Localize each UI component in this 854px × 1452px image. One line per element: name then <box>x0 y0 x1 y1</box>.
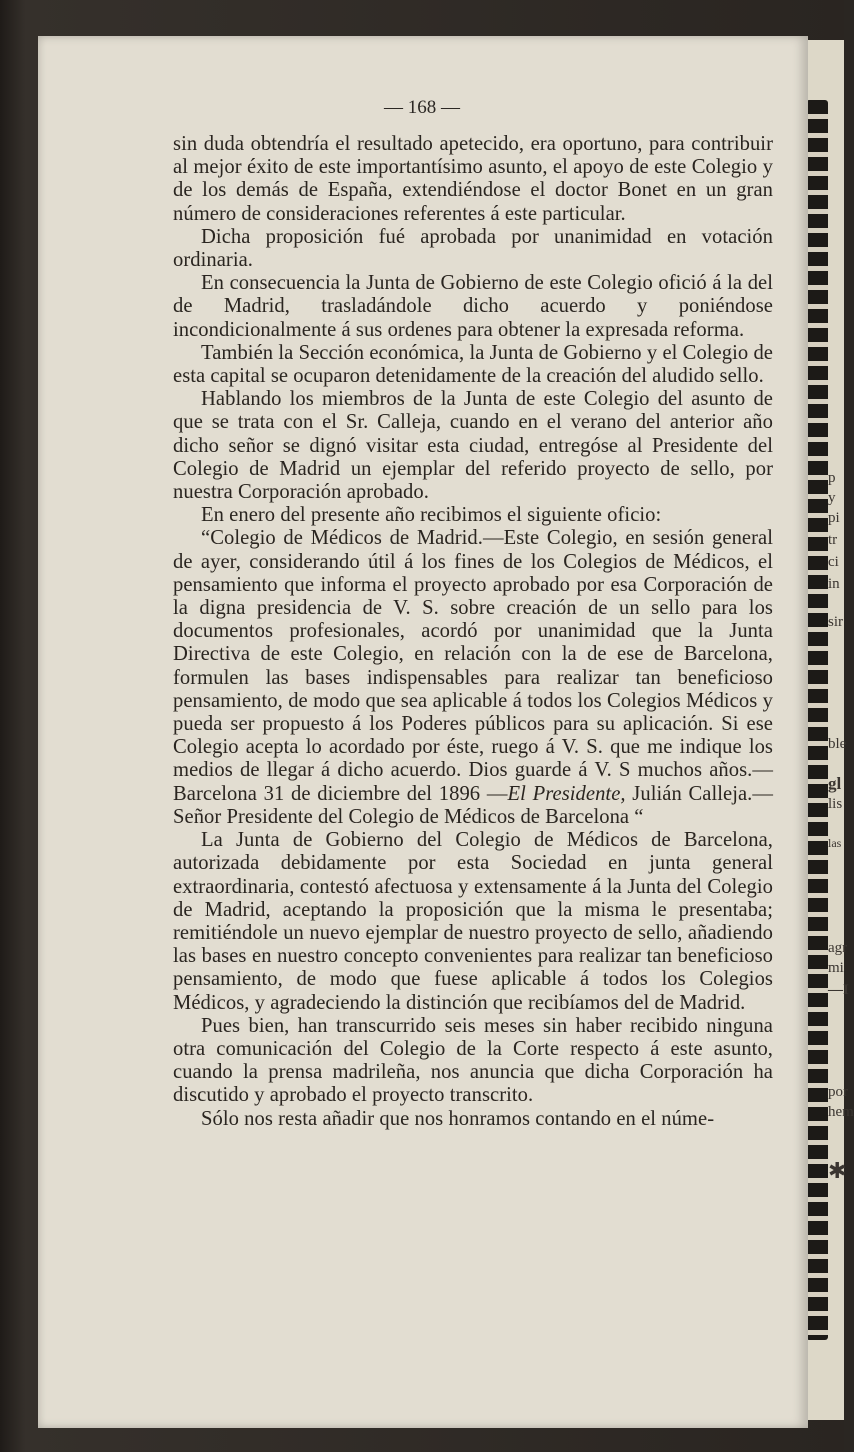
paragraph: También la Sección económica, la Junta de Gobierno y el Colegio de esta capital se ocuparon detenidamente de la creación del aludido sello. <box>173 341 773 388</box>
paragraph: Pues bien, han transcurrido seis meses sin haber recibido ninguna otra comunicación del Colegio de la Corte respecto á este asunto, cuando la prensa madrileña, nos anuncia que dicha Corporación ha discutido y aprobado el proyecto transcrito. <box>173 1014 773 1107</box>
paragraph: sin duda obtendría el resultado apetecido, era oportuno, para contribuir al mejor éxito de este importantísimo asunto, el apoyo de este Colegio y de los demás de España, extendiéndose el doctor Bonet en un gran número de consideraciones referentes á este particular. <box>173 133 773 225</box>
fragment: ✱ <box>828 1158 847 1183</box>
fragment: mi <box>828 960 844 976</box>
fragment: gl <box>828 774 842 793</box>
fragment: p <box>828 470 836 486</box>
body-text <box>173 133 773 1131</box>
fragment: agr <box>828 940 848 956</box>
fragment: hem <box>828 1104 854 1120</box>
fragment: por <box>828 1084 848 1100</box>
letter-closing: Julián Calleja.—Señor Presidente del Colegio de Médicos de Barcelona “ <box>173 782 774 828</box>
fragment: sir <box>828 614 843 630</box>
page-number: — 168 — <box>384 97 460 118</box>
fragment: in <box>828 576 840 592</box>
paragraph: En enero del presente año recibimos el siguiente oficio: <box>201 504 662 527</box>
fragment: ble <box>828 736 847 752</box>
fragment: ci <box>828 554 839 570</box>
fragment: lis <box>828 796 843 812</box>
quoted-letter <box>173 527 773 829</box>
paragraph: Hablando los miembros de la Junta de este Colegio del asunto de que se trata con el Sr. Calleja, cuando en el verano del anterior año dicho señor se dignó visitar esta ciudad, entregóse al Presidente del Colegio de Madrid un ejemplar del referido proyecto de sello, por nuestra Corporación aprobado. <box>173 388 773 504</box>
fragment: las <box>828 836 842 850</box>
paragraph: La Junta de Gobierno del Colegio de Médicos de Barcelona, autorizada debidamente por esta Sociedad en junta general extraordinaria, contestó afectuosa y extensamente á la Junta del Colegio de Madrid, aceptando la proposición que la misma le presentaba; remitiéndole un nuevo ejemplar de nuestro proyecto de sello, añadiendo las bases en nuestro concepto convenientes para realizar tan beneficioso pensamiento, de modo que fuese aplicable á todos los Colegios Médicos, y agradeciendo la distinción que recibíamos del de Madrid. <box>173 829 773 1014</box>
paragraph: Dicha proposición fué aprobada por unanimidad en votación ordinaria. <box>173 225 773 272</box>
fragment: —I <box>828 982 849 998</box>
fragment: pi <box>828 510 840 526</box>
letter-signature: El Presidente, <box>507 782 626 805</box>
fragment: y <box>828 490 836 506</box>
decorative-border <box>806 100 828 1340</box>
paragraph: En consecuencia la Junta de Gobierno de este Colegio ofició á la del de Madrid, trasladándole dicho acuerdo y poniéndose incondicionalmente á sus ordenes para obtener la expresada reforma. <box>173 272 773 341</box>
letter-text: “Colegio de Médicos de Madrid.—Este Colegio, en sesión general de ayer, considerando útil á los fines de los Colegios de Médicos, el pensamiento que informa el proyecto aprobado por esa Corporación de la digna presidencia de V. S. sobre creación de un sello para los documentos profesionales, acordó por unanimidad que la Junta Directiva de este Colegio, en relación con la de ese de Barcelona, formulen las bases indispensables para realizar tan beneficioso pensamiento, de modo que sea aplicable á todos los Colegios Médicos y pueda ser propuesto á los Poderes públicos para su aplicación. Si ese Colegio acepta lo acordado por éste, ruego á V. S. que me indique los medios de llegar á dicho acuerdo. Dios guarde á V. S muchos años.—Barcelona 31 de diciembre del 1896 — <box>173 527 773 805</box>
paragraph: Sólo nos resta añadir que nos honramos contando en el núme- <box>201 1107 715 1130</box>
fragment: tr <box>828 532 838 548</box>
